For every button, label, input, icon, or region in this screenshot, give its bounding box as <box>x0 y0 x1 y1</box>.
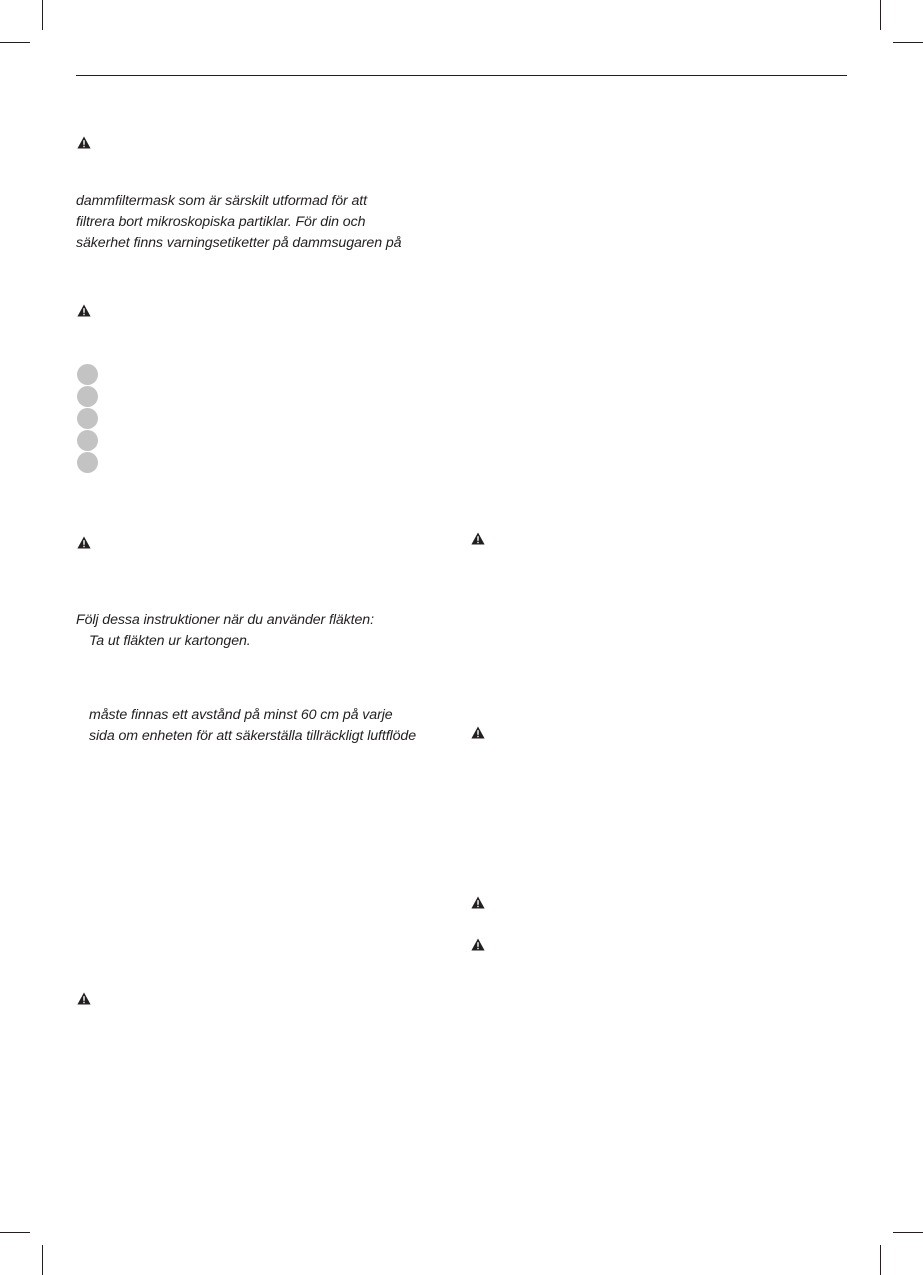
crop-mark-bottom-right-v <box>880 1245 881 1275</box>
paragraph-line: säkerhet finns varningsetiketter på dammsugaren på <box>76 235 402 251</box>
crop-mark-bottom-right-h <box>893 1232 923 1233</box>
crop-mark-top-right-v <box>880 0 881 30</box>
bullet-dot <box>77 364 98 385</box>
bullet-dot <box>77 408 98 429</box>
paragraph-line: måste finnas ett avstånd på minst 60 cm på varje <box>89 707 393 723</box>
warning-icon <box>77 536 91 549</box>
warning-icon <box>77 136 91 149</box>
instructions-step: Ta ut fläkten ur kartongen. <box>89 633 251 649</box>
clearance-paragraph <box>89 705 416 747</box>
warning-icon <box>471 896 485 909</box>
paragraph-line: filtrera bort mikroskopiska partiklar. För din och <box>76 214 366 230</box>
dust-mask-paragraph <box>76 191 401 254</box>
bullet-dot <box>77 452 98 473</box>
warning-icon <box>77 992 91 1005</box>
warning-icon <box>471 938 485 951</box>
instructions-intro: Följ dessa instruktioner när du använder fläkten: <box>76 612 374 628</box>
warning-icon <box>77 304 91 317</box>
header-rule <box>76 75 847 76</box>
bullet-dot <box>77 386 98 407</box>
paragraph-line: sida om enheten för att säkerställa tillräckligt luftflöde <box>89 728 416 744</box>
warning-icon <box>471 532 485 545</box>
crop-mark-top-left-v <box>42 0 43 30</box>
crop-mark-bottom-left-h <box>0 1232 30 1233</box>
crop-mark-bottom-left-v <box>42 1245 43 1275</box>
crop-mark-top-right-h <box>893 42 923 43</box>
bullet-dot <box>77 430 98 451</box>
paragraph-line: dammfiltermask som är särskilt utformad för att <box>76 193 367 209</box>
crop-mark-top-left-h <box>0 42 30 43</box>
instructions-paragraph <box>76 610 374 652</box>
warning-icon <box>471 726 485 739</box>
